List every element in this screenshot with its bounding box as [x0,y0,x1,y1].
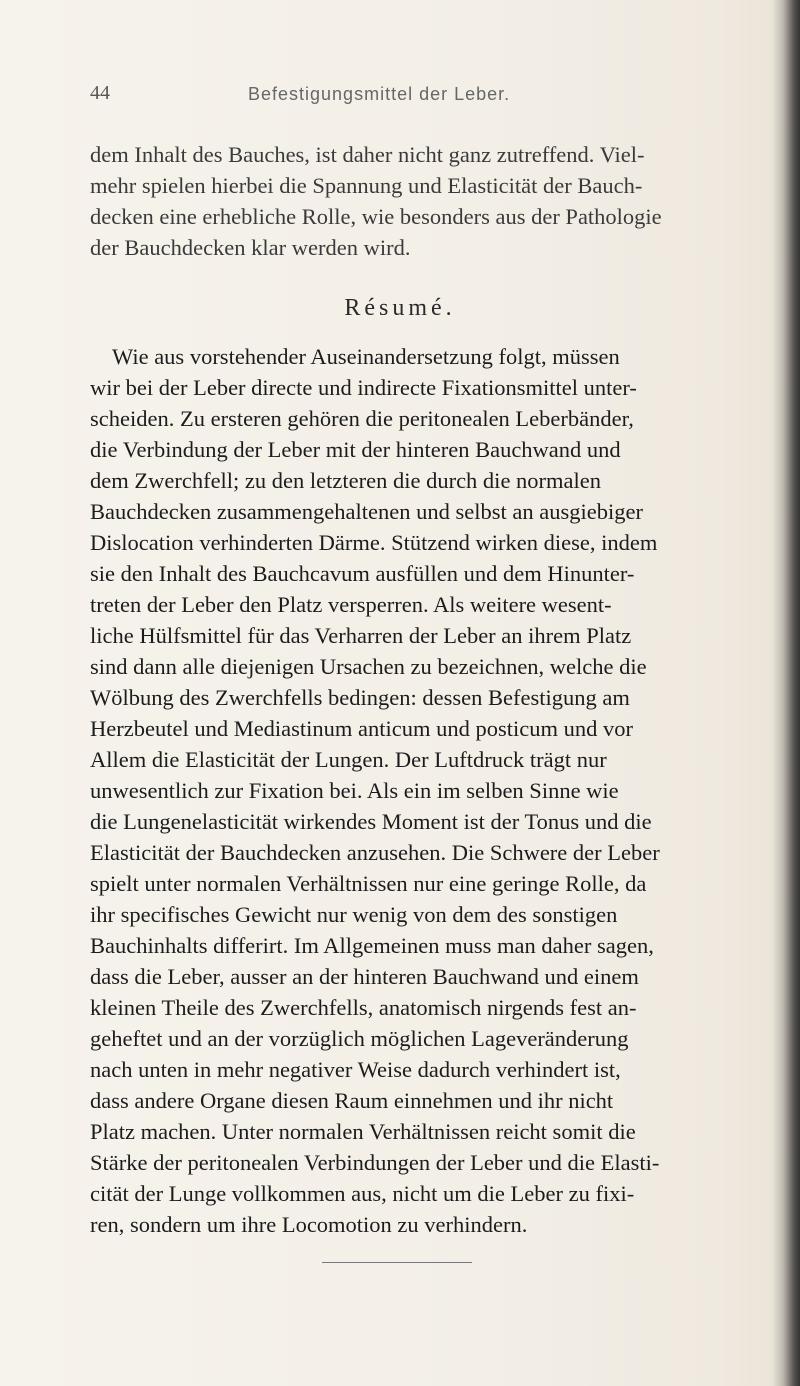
text-line: dem Inhalt des Bauches, ist daher nicht ganz zutreffend. Viel- [90,142,645,167]
text-line: Elasticität der Bauchdecken anzusehen. Die Schwere der Leber [90,840,660,865]
section-heading: Résumé. [344,295,456,321]
text-line: spielt unter normalen Verhältnissen nur eine geringe Rolle, da [90,871,647,896]
text-line: ren, sondern um ihre Locomotion zu verhindern. [90,1212,528,1237]
text-line: Allem die Elasticität der Lungen. Der Luftdruck trägt nur [90,747,607,772]
text-line: Wie aus vorstehender Auseinandersetzung folgt, müssen [112,344,620,369]
running-title: Befestigungsmittel der Leber. [248,84,511,104]
text-line: mehr spielen hierbei die Spannung und Elasticität der Bauch- [90,173,643,198]
text-line: Dislocation verhinderten Därme. Stützend wirken diese, indem [90,530,658,555]
text-line: decken eine erhebliche Rolle, wie besonders aus der Pathologie [90,204,662,229]
page-number: 44 [90,82,110,104]
text-line: der Bauchdecken klar werden wird. [90,235,411,260]
text-line: Bauchinhalts differirt. Im Allgemeinen muss man daher sagen, [90,933,654,958]
text-line: kleinen Theile des Zwerchfells, anatomisch nirgends fest an- [90,995,637,1020]
page-edge-shadow [772,0,800,1386]
page-header [90,82,760,112]
text-line: sind dann alle diejenigen Ursachen zu bezeichnen, welche die [90,654,647,679]
text-line: dass die Leber, ausser an der hinteren Bauchwand und einem [90,964,639,989]
text-line: die Lungenelasticität wirkendes Moment ist der Tonus und die [90,809,652,834]
text-line: Stärke der peritonealen Verbindungen der Leber und die Elasti- [90,1150,660,1175]
text-line: dass andere Organe diesen Raum einnehmen und ihr nicht [90,1088,614,1113]
text-line: Herzbeutel und Mediastinum anticum und posticum und vor [90,716,634,741]
text-line: nach unten in mehr negativer Weise dadurch verhindert ist, [90,1057,621,1082]
end-rule [322,1262,472,1263]
text-line: geheftet und an der vorzüglich möglichen Lageveränderung [90,1026,629,1051]
text-line: dem Zwerchfell; zu den letzteren die durch die normalen [90,468,602,493]
text-line: scheiden. Zu ersteren gehören die peritonealen Leberbänder, [90,406,634,431]
text-line: ihr specifisches Gewicht nur wenig von dem des sonstigen [90,902,618,927]
text-line: sie den Inhalt des Bauchcavum ausfüllen und dem Hinunter- [90,561,635,586]
text-line: liche Hülfsmittel für das Verharren der Leber an ihrem Platz [90,623,632,648]
text-line: Bauchdecken zusammengehaltenen und selbst an ausgiebiger [90,499,643,524]
text-line: Wölbung des Zwerchfells bedingen: dessen Befestigung am [90,685,630,710]
text-line: treten der Leber den Platz versperren. Als weitere wesent- [90,592,612,617]
text-line: wir bei der Leber directe und indirecte Fixationsmittel unter- [90,375,637,400]
text-line: unwesentlich zur Fixation bei. Als ein im selben Sinne wie [90,778,619,803]
text-line: Platz machen. Unter normalen Verhältnissen reicht somit die [90,1119,636,1144]
text-line: die Verbindung der Leber mit der hinteren Bauchwand und [90,437,621,462]
text-line: cität der Lunge vollkommen aus, nicht um die Leber zu fixi- [90,1181,635,1206]
